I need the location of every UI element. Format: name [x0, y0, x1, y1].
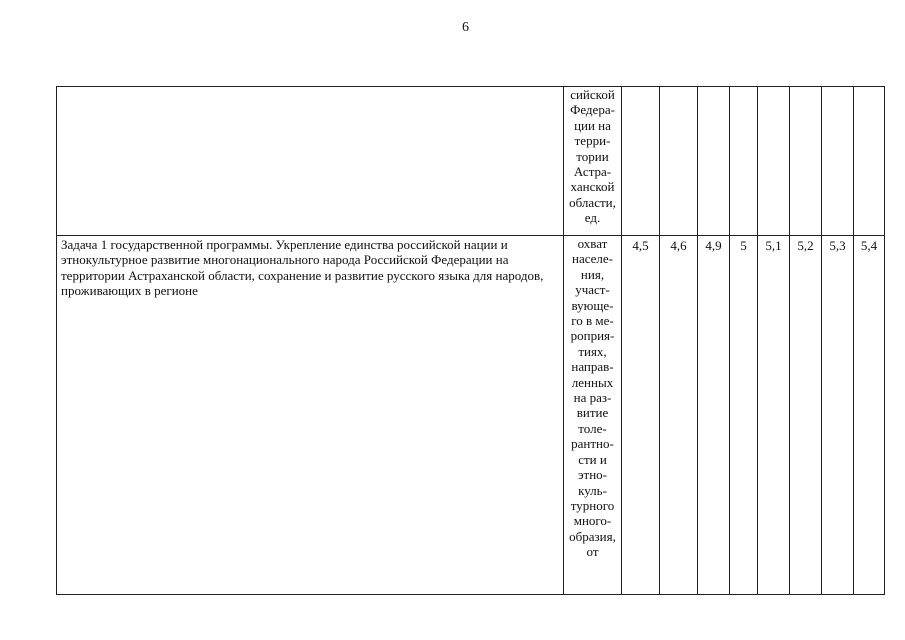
unit-line: ции на	[574, 117, 611, 133]
unit-line: от	[586, 544, 599, 560]
value-cell	[730, 87, 758, 236]
unit-line: много-	[573, 513, 612, 529]
unit-line: толе-	[578, 420, 607, 436]
value-cell: 5,1	[758, 236, 790, 595]
value-cell	[790, 87, 822, 236]
value-cell: 5,4	[854, 236, 885, 595]
unit-line: куль-	[578, 482, 607, 498]
unit-line: го в ме-	[571, 313, 614, 329]
value-cell	[854, 87, 885, 236]
unit-line: ленных	[571, 374, 614, 390]
unit-line: тории	[576, 148, 609, 164]
value-cell: 5	[730, 236, 758, 595]
unit-line: вующе-	[571, 297, 614, 313]
indicators-table	[56, 86, 885, 595]
value-cell: 4,5	[622, 236, 660, 595]
unit-line: участ-	[575, 282, 610, 298]
unit-line: населе-	[571, 251, 613, 267]
page-number: 6	[462, 20, 469, 35]
unit-line: охват	[577, 236, 608, 251]
unit-line: сийской	[570, 87, 615, 102]
table-row	[57, 87, 885, 236]
unit-line: Федера-	[570, 102, 615, 118]
unit-line: направ-	[571, 359, 614, 375]
unit-cell	[564, 236, 622, 595]
table-row	[57, 236, 885, 595]
unit-line: области,	[569, 194, 616, 210]
value-cell	[660, 87, 698, 236]
value-cell	[698, 87, 730, 236]
value-cell: 5,2	[790, 236, 822, 595]
unit-line: роприя-	[570, 328, 615, 344]
unit-line: ед.	[584, 210, 601, 226]
unit-line: тиях,	[578, 343, 607, 359]
unit-line: рантно-	[571, 436, 614, 452]
unit-line: сти и	[578, 451, 607, 467]
unit-line: Астра-	[573, 164, 612, 180]
value-cell: 4,6	[660, 236, 698, 595]
value-cell	[622, 87, 660, 236]
value-cell: 5,3	[822, 236, 854, 595]
task-cell	[57, 87, 564, 236]
unit-line: терри-	[574, 133, 611, 149]
value-cell	[758, 87, 790, 236]
unit-line: образия,	[569, 528, 616, 544]
unit-line: на раз-	[573, 390, 612, 406]
unit-line: витие	[576, 405, 609, 421]
unit-cell	[564, 87, 622, 236]
task-cell: Задача 1 государственной программы. Укрепление единства российской нации и этнокультурное развитие многонационального народа Российской Федерации на территории Астраханской области, сохранение и развитие русского языка для народов, проживающих в регионе	[57, 236, 564, 595]
value-cell: 4,9	[698, 236, 730, 595]
unit-line: турного	[570, 497, 615, 513]
value-cell	[822, 87, 854, 236]
unit-line: этно-	[577, 467, 608, 483]
unit-line: ханской	[570, 179, 615, 195]
unit-line: ния,	[580, 266, 605, 282]
